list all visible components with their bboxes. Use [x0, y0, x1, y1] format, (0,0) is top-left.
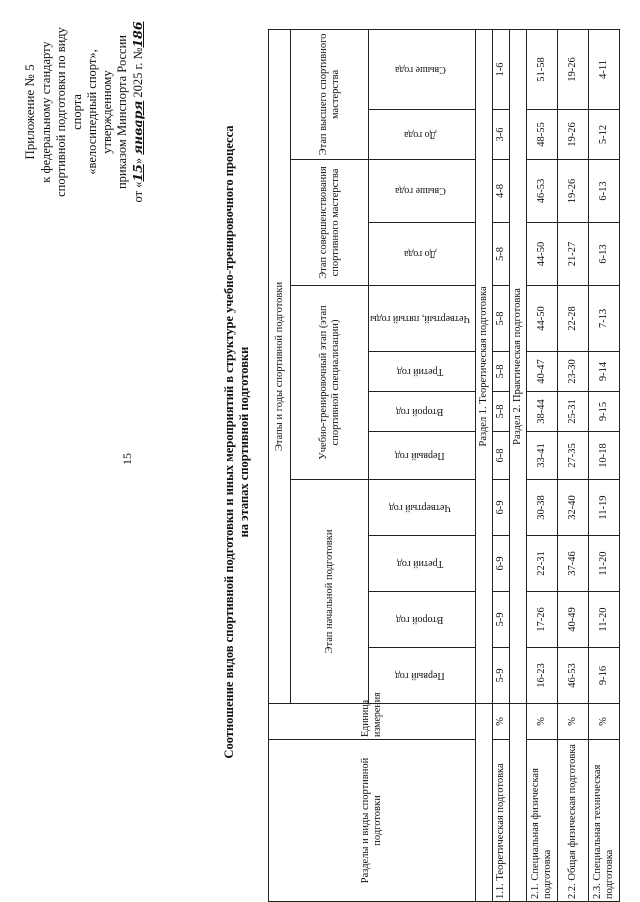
appendix-line: спортивной подготовки по виду спорта: [54, 27, 84, 197]
cell-value: 6-13: [588, 223, 619, 286]
row-unit: %: [526, 704, 557, 740]
table-row: [526, 29, 557, 901]
cell-value: 51-58: [526, 29, 557, 109]
row-name: 2.3. Специальная техническая подготовка: [588, 740, 619, 902]
cell-value: 40-47: [526, 352, 557, 392]
cell-value: 11-19: [588, 480, 619, 536]
cell-value: 33-41: [526, 432, 557, 480]
cell-value: 9-15: [588, 392, 619, 432]
header-stage-initial: Этап начальной подготовки: [291, 480, 369, 704]
cell-value: 11-20: [588, 592, 619, 648]
cell-value: 46-53: [557, 648, 588, 704]
cell-value: 37-46: [557, 536, 588, 592]
header-sections: Разделы и виды спортивной подготовки: [269, 740, 476, 902]
cell-value: 6-9: [492, 480, 509, 536]
row-unit: %: [588, 704, 619, 740]
cell-value: 27-35: [557, 432, 588, 480]
cell-value: 46-53: [526, 160, 557, 223]
cell-value: 44-50: [526, 223, 557, 286]
cell-value: 9-14: [588, 352, 619, 392]
order-number-handwritten: 186: [130, 21, 146, 48]
cell-value: 22-31: [526, 536, 557, 592]
subheader-year: Первый год: [369, 432, 476, 480]
cell-value: 1-6: [492, 29, 509, 109]
cell-value: 32-40: [557, 480, 588, 536]
cell-value: 10-18: [588, 432, 619, 480]
header-stages: Этапы и годы спортивной подготовки: [269, 29, 291, 703]
cell-value: 21-27: [557, 223, 588, 286]
cell-value: 5-9: [492, 592, 509, 648]
appendix-block: [22, 17, 147, 207]
row-name: 2.1. Специальная физическая подготовка: [526, 740, 557, 902]
cell-value: 5-8: [492, 392, 509, 432]
header-stage-higher: Этап высшего спортивного мастерства: [291, 29, 369, 159]
cell-value: 6-13: [588, 160, 619, 223]
cell-value: 48-55: [526, 110, 557, 160]
section-theory: Раздел 1. Теоретическая подготовка: [475, 29, 492, 703]
cell-value: 25-31: [557, 392, 588, 432]
header-unit: Единица измерения: [269, 704, 476, 740]
cell-value: 11-20: [588, 536, 619, 592]
cell-value: 40-49: [557, 592, 588, 648]
cell-value: 6-9: [492, 536, 509, 592]
subheader-year: До года: [369, 110, 476, 160]
cell-value: 5-8: [492, 286, 509, 352]
date-mid: »: [131, 154, 146, 165]
cell-value: 3-6: [492, 110, 509, 160]
table-row: [557, 29, 588, 901]
row-unit: %: [557, 704, 588, 740]
cell-value: 6-8: [492, 432, 509, 480]
appendix-line: «велосипедный спорт», утвержденному: [84, 49, 115, 175]
appendix-date: [130, 17, 146, 207]
date-month-handwritten: января: [130, 100, 146, 155]
title-line: на этапах спортивной подготовки: [237, 346, 251, 538]
cell-value: 17-26: [526, 592, 557, 648]
cell-value: 19-26: [557, 110, 588, 160]
subheader-year: Четвертый, пятый годы: [369, 286, 476, 352]
cell-value: 5-8: [492, 223, 509, 286]
subheader-year: Первый год: [369, 648, 476, 704]
row-unit: %: [492, 704, 509, 740]
cell-value: 5-9: [492, 648, 509, 704]
cell-value: 5-12: [588, 110, 619, 160]
section-spacer: [509, 704, 526, 902]
cell-value: 9-16: [588, 648, 619, 704]
subheader-year: Второй год: [369, 592, 476, 648]
table-row: [492, 29, 509, 901]
header-stage-training: Учебно-тренировочный этап (этап спортивной специализации): [291, 286, 369, 480]
cell-value: 30-38: [526, 480, 557, 536]
header-stage-improvement: Этап совершенствования спортивного мастерства: [291, 160, 369, 286]
subheader-year: Четвертый год: [369, 480, 476, 536]
cell-value: 19-26: [557, 29, 588, 109]
document-title: [222, 52, 252, 832]
table-row: [588, 29, 619, 901]
cell-value: 23-30: [557, 352, 588, 392]
subheader-year: Второй год: [369, 392, 476, 432]
title-line: Соотношение видов спортивной подготовки и иных мероприятий в структуре учебно-тренировочного процесса: [222, 125, 236, 759]
date-day-handwritten: 15: [130, 164, 146, 182]
subheader-year: Третий год: [369, 352, 476, 392]
row-name: 1.1. Теоретическая подготовка: [492, 740, 509, 902]
training-structure-table: [268, 29, 620, 902]
row-name: 2.2. Общая физическая подготовка: [557, 740, 588, 902]
section-spacer: [475, 704, 492, 902]
subheader-year: Свыше года: [369, 160, 476, 223]
cell-value: 16-23: [526, 648, 557, 704]
cell-value: 19-26: [557, 160, 588, 223]
date-prefix: от «: [131, 181, 146, 203]
date-year: 2025 г. №: [131, 47, 146, 101]
cell-value: 7-13: [588, 286, 619, 352]
appendix-line: приказом Минспорта России: [115, 35, 130, 190]
cell-value: 4-8: [492, 160, 509, 223]
cell-value: 44-50: [526, 286, 557, 352]
cell-value: 22-28: [557, 286, 588, 352]
subheader-year: Свыше года: [369, 29, 476, 109]
subheader-year: Третий год: [369, 536, 476, 592]
page-number: 15: [120, 453, 134, 465]
subheader-year: До года: [369, 223, 476, 286]
cell-value: 4-11: [588, 29, 619, 109]
cell-value: 5-8: [492, 352, 509, 392]
cell-value: 38-44: [526, 392, 557, 432]
section-practice: Раздел 2. Практическая подготовка: [509, 29, 526, 703]
appendix-number: Приложение № 5: [22, 64, 37, 160]
appendix-line: к федеральному стандарту: [39, 41, 54, 183]
